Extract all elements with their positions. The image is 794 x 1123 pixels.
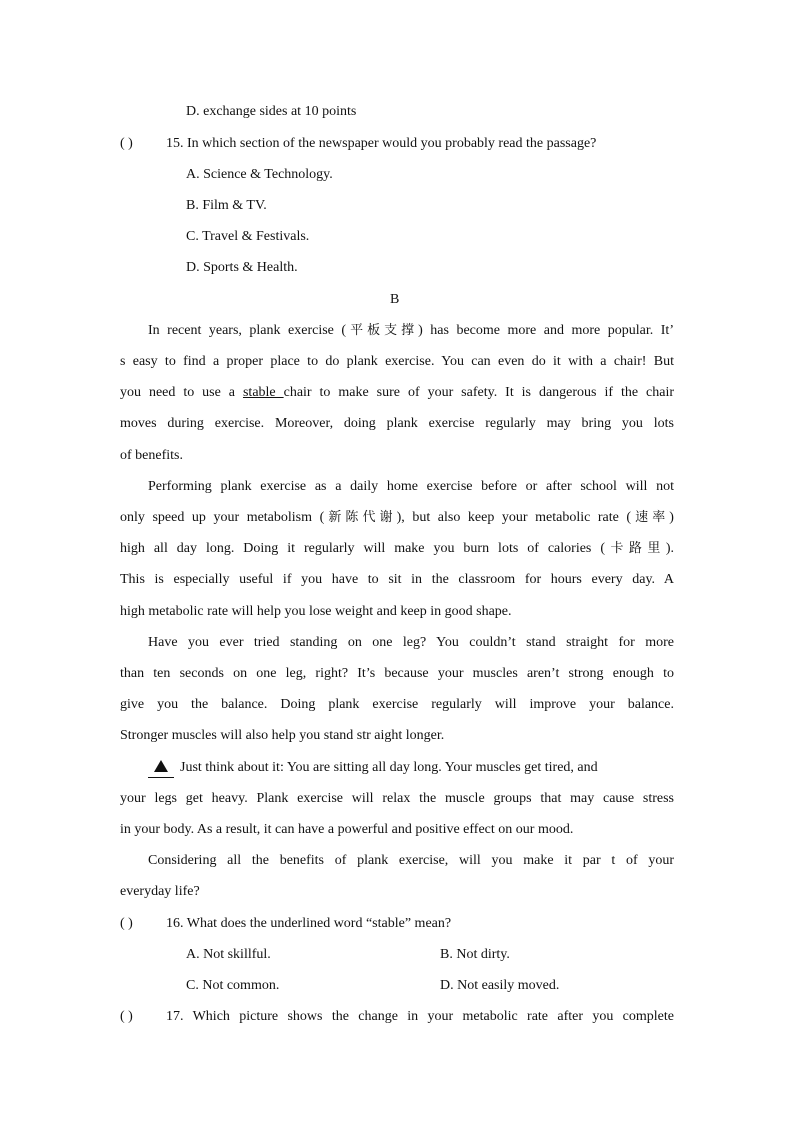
p5-line-2: everyday life? [120,884,200,899]
p2-line-2: only speed up your metabolism (新陈代谢), but also keep your metabolic rate (速率) [120,510,674,525]
q16-option-d: D. Not easily moved. [440,978,560,993]
answer-blank[interactable] [148,759,174,778]
p1-line-2: s easy to find a proper place to do plank exercise. You can even do it with a chair! But [120,354,674,369]
q15-option-c: C. Travel & Festivals. [186,229,310,244]
section-heading: B [390,292,400,307]
q15-stem: 15. In which section of the newspaper would you probably read the passage? [166,136,597,151]
p5-line-1: Considering all the benefits of plank exercise, will you make it par t of your [148,853,674,868]
p3-line-1: Have you ever tried standing on one leg? You couldn’t stand straight for more [148,635,674,650]
p4-line-2: your legs get heavy. Plank exercise will relax the muscle groups that may cause stress [120,791,674,806]
q15-option-a: A. Science & Technology. [186,167,333,182]
q16-stem: 16. What does the underlined word “stable” mean? [166,916,452,931]
p2-line-3: high all day long. Doing it regularly will make you burn lots of calories (卡路里). [120,541,674,556]
p2-line-1: Performing plank exercise as a daily home exercise before or after school will not [148,479,674,494]
underlined-word-stable: stable [242,385,284,400]
q17-stem: 17. Which picture shows the change in your metabolic rate after you complete [166,1009,674,1024]
p4-line-3: in your body. As a result, it can have a powerful and positive effect on our mood. [120,822,574,837]
q16-answer-bracket[interactable]: ( ) [120,916,133,931]
p1-line-5: of benefits. [120,448,183,463]
q15-option-b: B. Film & TV. [186,198,267,213]
p1-line-1: In recent years, plank exercise (平板支撑) has become more and more popular. It’ [148,323,674,338]
q16-option-b: B. Not dirty. [440,947,510,962]
p3-line-2: than ten seconds on one leg, right? It’s because your muscles aren’t strong enough to [120,666,674,681]
p3-line-4: Stronger muscles will also help you stand str aight longer. [120,728,445,743]
q17-answer-bracket[interactable]: ( ) [120,1009,133,1024]
p3-line-3: give you the balance. Doing plank exercise regularly will improve your balance. [120,697,674,712]
p2-line-4: This is especially useful if you have to sit in the classroom for hours every day. A [120,572,674,587]
p4-line-1: Just think about it: You are sitting all day long. Your muscles get tired, and [148,759,674,778]
triangle-icon [154,760,168,772]
q16-option-c: C. Not common. [186,978,280,993]
p1-line-3: you need to use a stable chair to make sure of your safety. It is dangerous if the chair [120,385,675,400]
q14-option-d: D. exchange sides at 10 points [186,104,357,119]
q16-option-a: A. Not skillful. [186,947,271,962]
q15-answer-bracket[interactable]: ( ) [120,136,133,151]
q15-option-d: D. Sports & Health. [186,260,298,275]
p1-line-4: moves during exercise. Moreover, doing plank exercise regularly may bring you lots [120,416,674,431]
p2-line-5: high metabolic rate will help you lose weight and keep in good shape. [120,604,512,619]
